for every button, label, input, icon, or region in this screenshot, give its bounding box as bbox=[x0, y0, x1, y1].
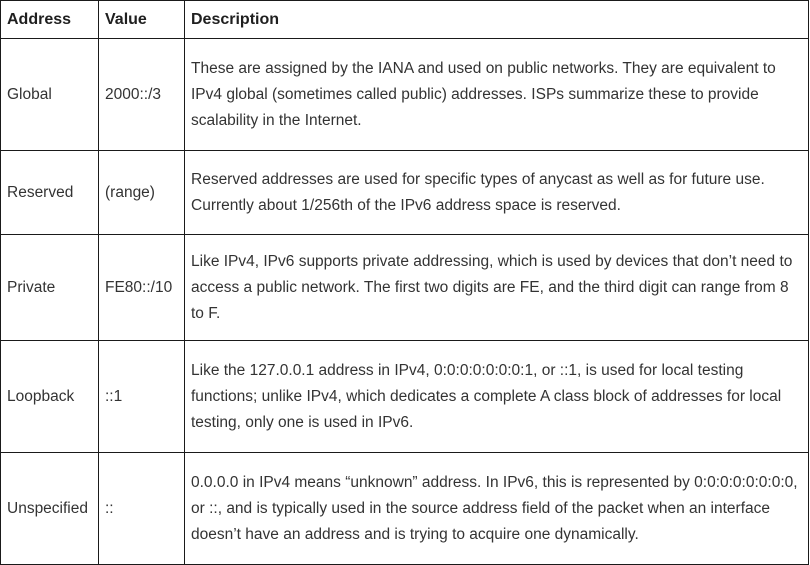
value-cell: 2000::/3 bbox=[99, 39, 185, 151]
value-cell: ::1 bbox=[99, 341, 185, 453]
table-row-private bbox=[1, 235, 809, 341]
address-cell: Unspecified bbox=[1, 453, 99, 565]
address-cell: Private bbox=[1, 235, 99, 341]
table-row-loopback bbox=[1, 341, 809, 453]
header-value: Value bbox=[99, 1, 185, 39]
description-cell: Reserved addresses are used for specific types of anycast as well as for future use. Currently about 1/256th of the IPv6 address space is reserved. bbox=[185, 151, 809, 235]
description-cell: Like the 127.0.0.1 address in IPv4, 0:0:0:0:0:0:0:1, or ::1, is used for local testing functions; unlike IPv4, which dedicates a complete A class block of addresses for local testing, only one is used in IPv6. bbox=[185, 341, 809, 453]
description-cell: These are assigned by the IANA and used on public networks. They are equivalent to IPv4 global (sometimes called public) addresses. ISPs summarize these to provide scalability in the Internet. bbox=[185, 39, 809, 151]
value-cell: (range) bbox=[99, 151, 185, 235]
table-row-unspecified bbox=[1, 453, 809, 565]
header-address: Address bbox=[1, 1, 99, 39]
address-cell: Global bbox=[1, 39, 99, 151]
value-cell: FE80::/10 bbox=[99, 235, 185, 341]
value-cell: :: bbox=[99, 453, 185, 565]
description-cell: 0.0.0.0 in IPv4 means “unknown” address. In IPv6, this is represented by 0:0:0:0:0:0:0:0, or ::, and is typically used in the source address field of the packet when an interface doesn’t have an address and is trying to acquire one dynamically. bbox=[185, 453, 809, 565]
header-row bbox=[1, 1, 809, 39]
table-row-global bbox=[1, 39, 809, 151]
address-cell: Loopback bbox=[1, 341, 99, 453]
address-cell: Reserved bbox=[1, 151, 99, 235]
header-description: Description bbox=[185, 1, 809, 39]
description-cell: Like IPv4, IPv6 supports private addressing, which is used by devices that don’t need to access a public network. The first two digits are FE, and the third digit can range from 8 to F. bbox=[185, 235, 809, 341]
table-row-reserved bbox=[1, 151, 809, 235]
